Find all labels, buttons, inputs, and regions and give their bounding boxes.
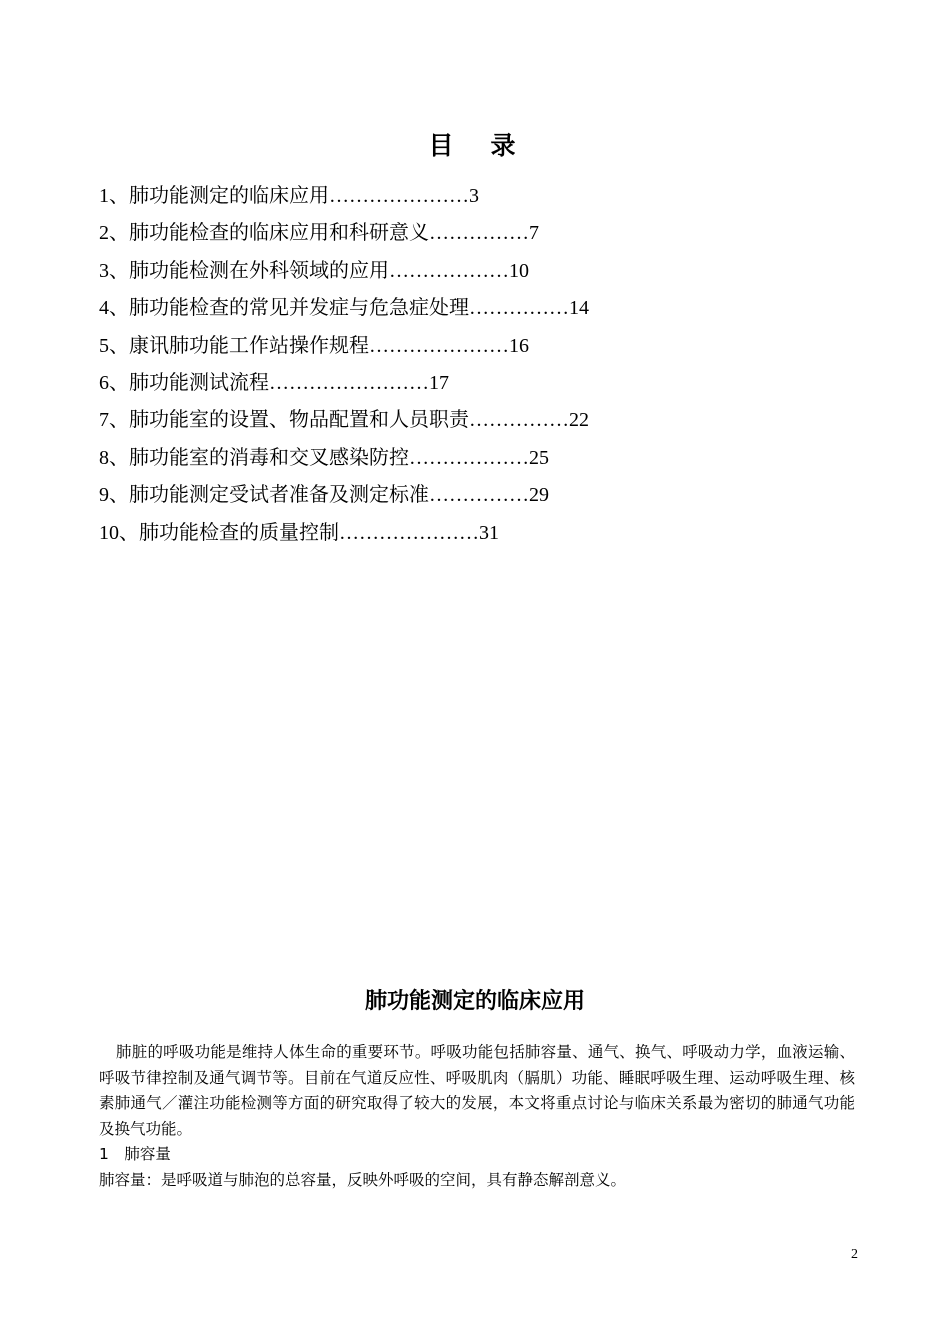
toc-item-title: 、肺功能测定受试者准备及测定标准: [109, 482, 429, 507]
toc-item-title: 、肺功能检查的临床应用和科研意义: [109, 220, 429, 245]
toc-item[interactable]: [99, 476, 859, 513]
toc-item-title: 、肺功能测定的临床应用: [109, 183, 329, 207]
toc-item-title: 、肺功能检查的质量控制: [119, 519, 339, 544]
toc-item[interactable]: [99, 439, 859, 476]
toc-item-page: 31: [479, 521, 499, 544]
toc-item-number: 6: [99, 371, 109, 394]
toc-item-number: 10: [99, 521, 119, 544]
toc-item-number: 2: [99, 222, 109, 245]
toc-item-leader: ……………………: [269, 371, 429, 394]
toc-item-leader: ……………: [429, 484, 529, 507]
toc-title: 目 录: [428, 131, 522, 160]
toc-item[interactable]: [99, 252, 859, 289]
toc-item-page: 25: [529, 446, 549, 469]
toc-item-leader: ………………: [409, 446, 529, 469]
toc-item-leader: …………………: [369, 334, 509, 357]
toc-item[interactable]: [99, 401, 859, 438]
toc-item-number: 1: [99, 185, 109, 207]
toc-item-page: 10: [509, 259, 529, 282]
toc-item-title: 、肺功能室的消毒和交叉感染防控: [109, 444, 409, 469]
toc-item-title: 、肺功能测试流程: [109, 369, 269, 394]
toc-item-leader: ……………: [469, 409, 569, 432]
toc-item[interactable]: [99, 364, 859, 401]
toc-item-title: 、肺功能检测在外科领域的应用: [109, 257, 389, 282]
toc-item-leader: ……………: [429, 222, 529, 245]
toc-item-page: 16: [509, 334, 529, 357]
toc-item-number: 7: [99, 409, 109, 432]
toc-item-number: 3: [99, 259, 109, 282]
toc-item-leader: ……………: [469, 297, 569, 320]
toc-item-title: 、康讯肺功能工作站操作规程: [109, 332, 369, 357]
toc-list: [99, 177, 859, 551]
toc-item-page: 17: [429, 371, 449, 394]
toc-item-page: 29: [529, 484, 549, 507]
toc-item-title: 、肺功能室的设置、物品配置和人员职责: [109, 407, 469, 432]
toc-item-page: 7: [529, 222, 539, 245]
toc-item[interactable]: [99, 327, 859, 364]
toc-item[interactable]: [99, 289, 859, 326]
toc-item-page: 3: [469, 185, 479, 207]
toc-item-page: 22: [569, 409, 589, 432]
toc-item[interactable]: [99, 177, 859, 214]
subheading-lung-volume: 1 肺容量: [99, 1145, 171, 1163]
toc-item-leader: …………………: [339, 521, 479, 544]
page-number: 2: [851, 1247, 858, 1262]
toc-item-number: 4: [99, 297, 109, 320]
toc-item-page: 14: [569, 297, 589, 320]
definition-paragraph: 肺容量：是呼吸道与肺泡的总容量，反映外呼吸的空间，具有静态解剖意义。: [99, 1170, 627, 1189]
intro-paragraph: 肺脏的呼吸功能是维持人体生命的重要环节。呼吸功能包括肺容量、通气、换气、呼吸动力学，血液运输、呼吸节律控制及通气调节等。目前在气道反应性、呼吸肌肉（膈肌）功能、睡眠呼吸生理、运动呼吸生理、核素肺通气／灌注功能检测等方面的研究取得了较大的发展，本文将重点讨论与临床关系最为密切的肺通气功能及换气功能。: [99, 1043, 855, 1138]
toc-item[interactable]: [99, 514, 859, 551]
toc-item-number: 5: [99, 334, 109, 357]
section-title: 肺功能测定的临床应用: [364, 989, 585, 1014]
toc-item-number: 8: [99, 446, 109, 469]
toc-item-number: 9: [99, 484, 109, 507]
section-body: [99, 1040, 855, 1193]
toc-item-leader: ………………: [389, 259, 509, 282]
toc-item[interactable]: [99, 214, 859, 251]
toc-item-title: 、肺功能检查的常见并发症与危急症处理: [109, 295, 469, 320]
toc-item-leader: …………………: [329, 185, 469, 207]
